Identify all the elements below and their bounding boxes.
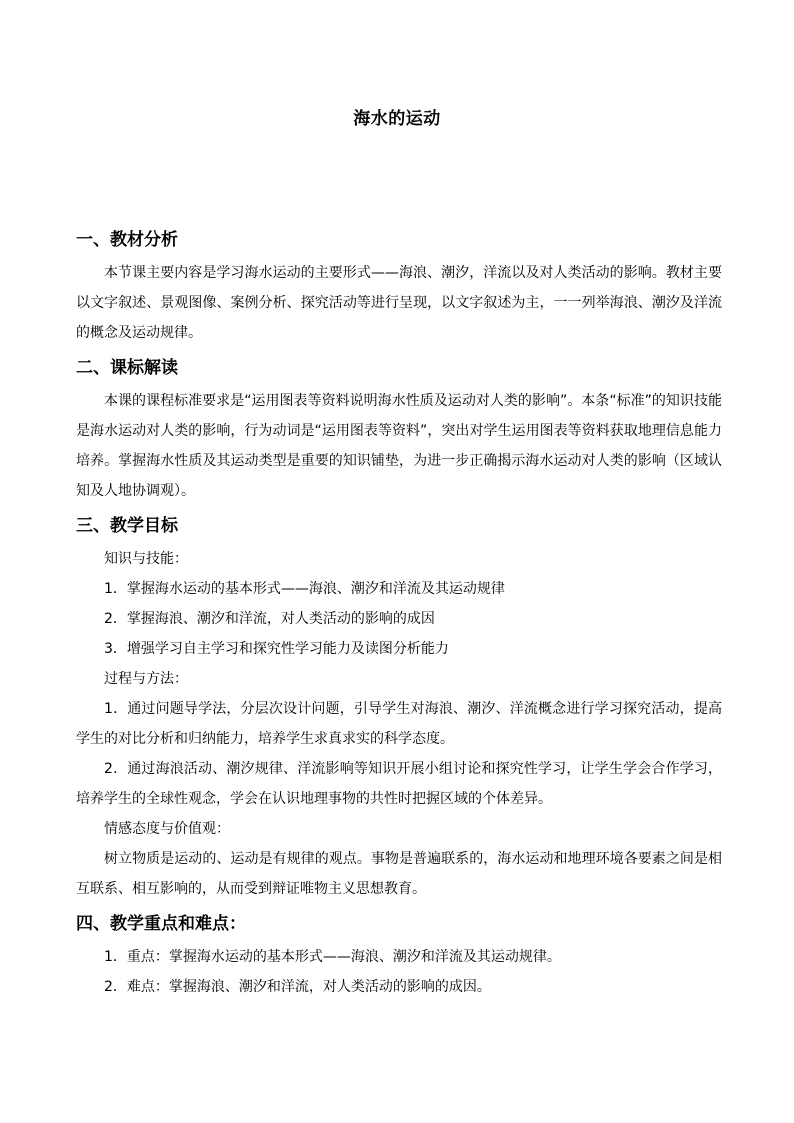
emotion-values-label: 情感态度与价值观： <box>104 821 230 837</box>
section-heading-standards: 二、课标解读 <box>76 358 178 378</box>
process-item: 1．通过问题导学法，分层次设计问题，引导学生对海浪、潮汐、洋流概念进行学习探究活动，提高学生的对比分析和归纳能力，培养学生求真求实的科学态度。 <box>76 701 722 747</box>
knowledge-item: 1．掌握海水运动的基本形式——海浪、潮汐和洋流及其运动规律 <box>104 581 505 597</box>
process-item: 2．通过海浪活动、潮汐规律、洋流影响等知识开展小组讨论和探究性学习，让学生学会合作学习，培养学生的全球性观念，学会在认识地理事物的共性时把握区域的个体差异。 <box>76 761 722 807</box>
section-paragraph-analysis: 本节课主要内容是学习海水运动的主要形式——海浪、潮汐，洋流以及对人类活动的影响。教材主要以文字叙述、景观图像、案例分析、探究活动等进行呈现，以文字叙述为主，一一列举海浪、潮汐及洋流的概念及运动规律。 <box>76 265 722 341</box>
section-paragraph-standards: 本课的课程标准要求是“运用图表等资料说明海水性质及运动对人类的影响”。本条“标准”的知识技能是海水运动对人类的影响，行为动词是“运用图表等资料”，突出对学生运用图表等资料获取地理信息能力培养。掌握海水性质及其运动类型是重要的知识铺垫，为进一步正确揭示海水运动对人类的影响（区域认知及人地协调观）。 <box>76 393 722 499</box>
process-methods-label: 过程与方法： <box>104 671 188 687</box>
knowledge-skills-label: 知识与技能： <box>104 551 188 567</box>
difficult-point-item: 2．难点：掌握海浪、潮汐和洋流，对人类活动的影响的成因。 <box>104 979 491 995</box>
knowledge-item: 3．增强学习自主学习和探究性学习能力及读图分析能力 <box>104 641 449 657</box>
document-title: 海水的运动 <box>353 109 441 129</box>
section-heading-objectives: 三、教学目标 <box>76 516 178 536</box>
section-heading-key-points: 四、教学重点和难点： <box>76 914 246 934</box>
document-body <box>76 226 722 1002</box>
key-point-item: 1．重点：掌握海水运动的基本形式——海浪、潮汐和洋流及其运动规律。 <box>104 949 561 965</box>
emotion-values-paragraph: 树立物质是运动的、运动是有规律的观点。事物是普遍联系的，海水运动和地理环境各要素之间是相互联系、相互影响的，从而受到辩证唯物主义思想教育。 <box>76 851 722 897</box>
knowledge-item: 2．掌握海浪、潮汐和洋流，对人类活动的影响的成因 <box>104 611 435 627</box>
section-heading-analysis: 一、教材分析 <box>76 230 178 250</box>
